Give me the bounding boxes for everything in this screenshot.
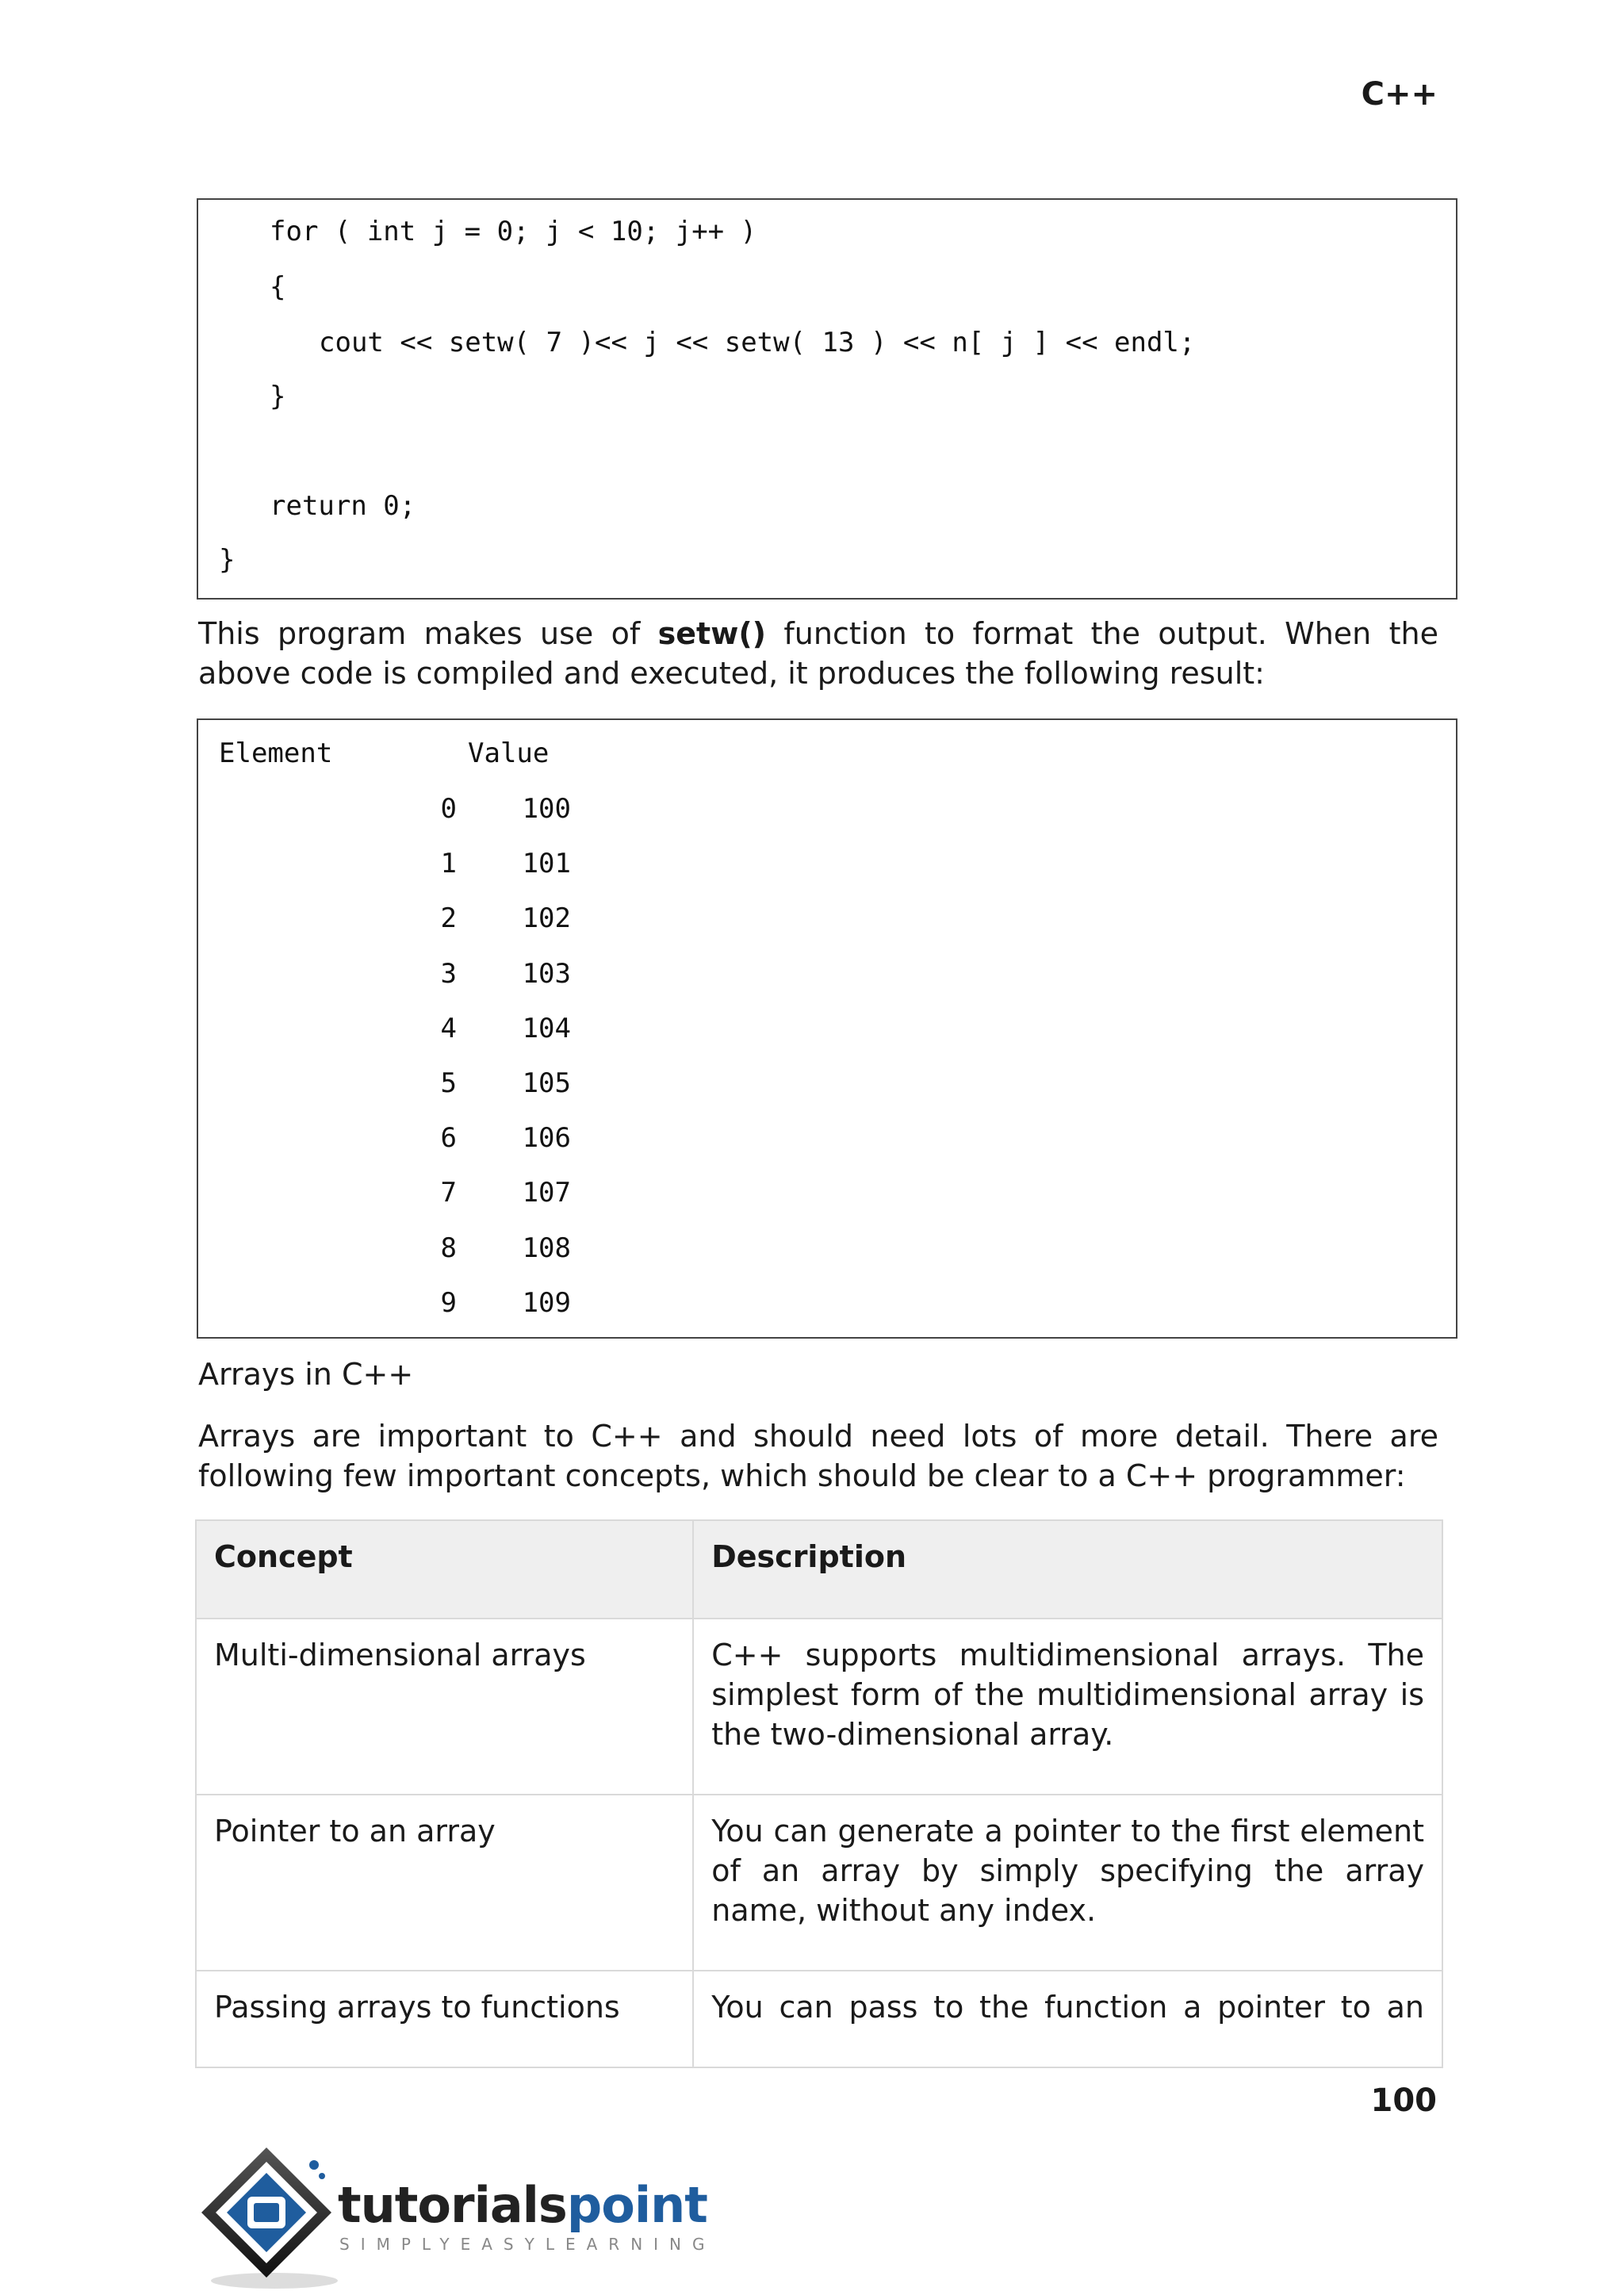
code-line: }: [219, 544, 236, 576]
concepts-table: [195, 1519, 1443, 2068]
page-number: 100: [1370, 2082, 1437, 2119]
paragraph-setw: [198, 614, 1438, 693]
setw-function-name: setw(): [657, 616, 767, 651]
table-row: [196, 1795, 1442, 1971]
code-line: return 0;: [270, 490, 416, 522]
code-block: [197, 198, 1457, 600]
table-header-row: [196, 1520, 1442, 1619]
output-element-value: 7: [440, 1177, 457, 1209]
concept-cell: Passing arrays to functions: [196, 1971, 693, 2067]
concept-cell: Pointer to an array: [196, 1795, 693, 1971]
output-value-value: 105: [522, 1067, 571, 1099]
logo-emblem-icon: [195, 2141, 338, 2292]
code-line: {: [270, 271, 286, 303]
paragraph-text: function to format the output. When the above code is compiled and executed, it produces the following result:: [198, 616, 1438, 691]
paragraph-arrays: Arrays are important to C++ and should need lots of more detail. There are following few important concepts, which should be clear to a C++ programmer:: [198, 1419, 1438, 1493]
code-line: }: [270, 381, 286, 412]
table-row: [196, 1971, 1442, 2067]
output-header-element: Element: [219, 738, 333, 769]
output-value-value: 100: [522, 793, 571, 825]
output-header-value: Value: [468, 738, 550, 769]
column-header-concept: Concept: [196, 1520, 693, 1619]
output-element-value: 0: [440, 793, 457, 825]
output-element-value: 1: [440, 848, 457, 880]
output-element-value: 6: [440, 1122, 457, 1155]
concept-cell: Multi-dimensional arrays: [196, 1619, 693, 1795]
output-element-value: 4: [440, 1012, 457, 1044]
description-cell: C++ supports multidimensional arrays. The simplest form of the multidimensional array is the two-dimensional array.: [693, 1619, 1442, 1795]
output-value-value: 101: [522, 848, 571, 880]
output-value-value: 103: [522, 957, 571, 990]
output-value-value: 107: [522, 1177, 571, 1209]
output-element-value: 5: [440, 1067, 457, 1099]
output-block: [197, 718, 1457, 1339]
output-value-value: 109: [522, 1286, 571, 1319]
output-value-value: 108: [522, 1232, 571, 1264]
column-header-description: Description: [693, 1520, 1442, 1619]
header-title: C++: [1361, 76, 1438, 113]
logo-tagline: SIMPLYEASYLEARNING: [339, 2235, 716, 2254]
output-value-value: 102: [522, 902, 571, 935]
paragraph-text: This program makes use of: [198, 616, 641, 651]
output-element-value: 8: [440, 1232, 457, 1264]
section-heading: Arrays in C++: [198, 1357, 414, 1392]
code-line: for ( int j = 0; j < 10; j++ ): [270, 216, 757, 247]
code-line: cout << setw( 7 )<< j << setw( 13 ) << n[ j ] << endl;: [319, 327, 1196, 358]
output-element-value: 2: [440, 902, 457, 935]
description-cell: You can pass to the function a pointer to an: [693, 1971, 1442, 2067]
output-element-value: 9: [440, 1286, 457, 1319]
output-element-value: 3: [440, 957, 457, 990]
tutorialspoint-logo: [195, 2141, 716, 2292]
output-value-value: 106: [522, 1122, 571, 1155]
logo-wordmark: tutorialspoint: [338, 2176, 707, 2234]
table-row: [196, 1619, 1442, 1795]
output-value-value: 104: [522, 1012, 571, 1044]
description-cell: You can generate a pointer to the first element of an array by simply specifying the array name, without any index.: [693, 1795, 1442, 1971]
